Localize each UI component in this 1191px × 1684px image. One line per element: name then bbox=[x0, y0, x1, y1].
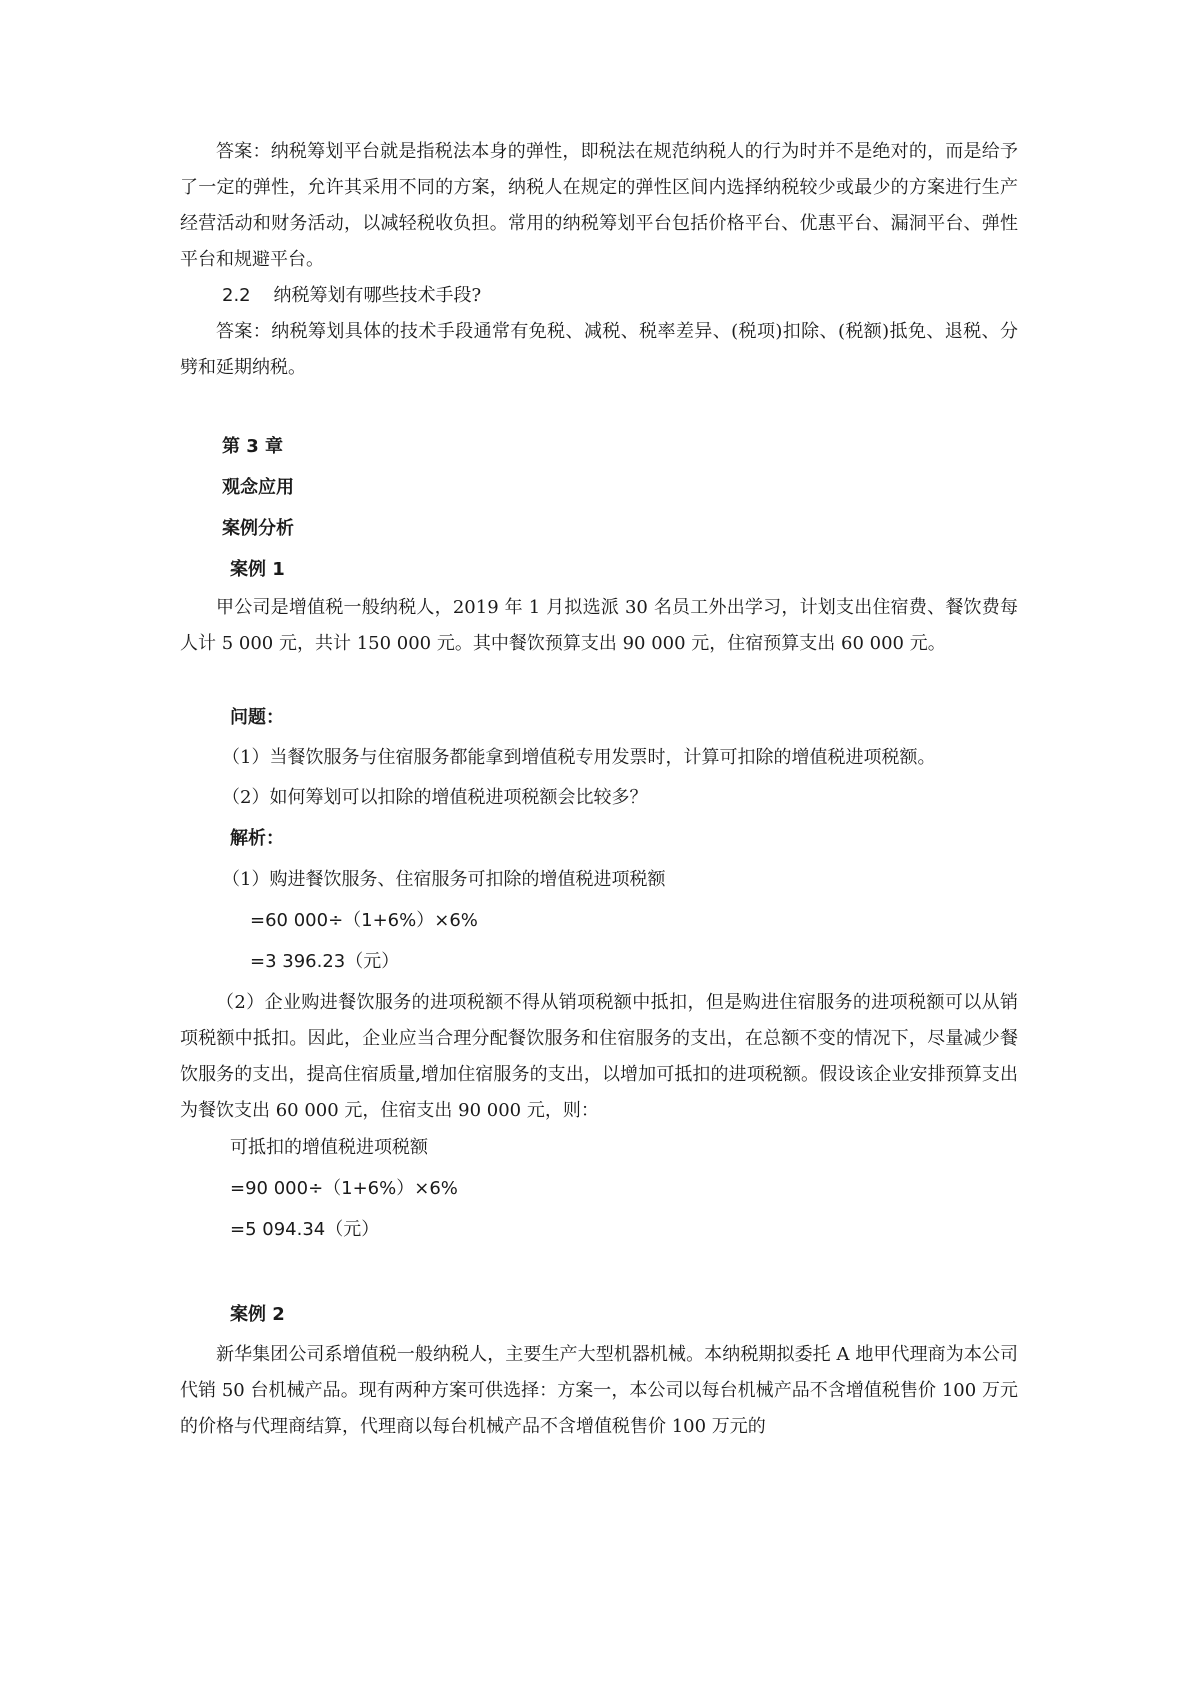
formula-1-result: =3 396.23（元） bbox=[250, 951, 400, 972]
question-text: 纳税筹划有哪些技术手段? bbox=[273, 285, 482, 306]
analysis-1: （1）购进餐饮服务、住宿服务可扣除的增值税进项税额 bbox=[222, 869, 666, 890]
chapter-title: 第 3 章 bbox=[222, 436, 284, 457]
case-1-body: 甲公司是增值税一般纳税人，2019 年 1 月拟选派 30 名员工外出学习，计划支出住宿费、餐饮费每人计 5 000 元，共计 150 000 元。其中餐饮预算支出 90 000 元，住宿预算支出 60 000 元。 bbox=[180, 597, 1018, 654]
section-heading-concept: 观念应用 bbox=[222, 477, 294, 498]
question-2: （2）如何筹划可以扣除的增值税进项税额会比较多？ bbox=[222, 787, 648, 808]
questions-label: 问题： bbox=[230, 707, 284, 728]
section-heading-cases: 案例分析 bbox=[222, 518, 294, 539]
case-2-body: 新华集团公司系增值税一般纳税人，主要生产大型机器机械。本纳税期拟委托 A 地甲代理商为本公司代销 50 台机械产品。现有两种方案可供选择：方案一，本公司以每台机械产品不含增值税售价 100 万元的价格与代理商结算，代理商以每台机械产品不含增值税售价 100 万元的 bbox=[180, 1344, 1018, 1437]
formula-1: =60 000÷（1+6%）×6% bbox=[250, 910, 478, 931]
case-2-title: 案例 2 bbox=[230, 1304, 285, 1325]
analysis-2-paragraph: （2）企业购进餐饮服务的进项税额不得从销项税额中抵扣，但是购进住宿服务的进项税额可以从销项税额中抵扣。因此，企业应当合理分配餐饮服务和住宿服务的支出，在总额不变的情况下，尽量减少餐饮服务的支出，提高住宿质量,增加住宿服务的支出，以增加可抵扣的进项税额。假设该企业安排预算支出为餐饮支出 60 000 元，住宿支出 90 000 元，则： bbox=[180, 992, 1018, 1121]
answer-2-2-paragraph: 答案：纳税筹划具体的技术手段通常有免税、减税、税率差异、(税项)扣除、(税额)抵免、退税、分劈和延期纳税。 bbox=[180, 321, 1018, 378]
formula-2-result: =5 094.34（元） bbox=[230, 1219, 380, 1240]
question-2-2 bbox=[222, 278, 481, 314]
formula-2: =90 000÷（1+6%）×6% bbox=[230, 1178, 458, 1199]
question-1: （1）当餐饮服务与住宿服务都能拿到增值税专用发票时，计算可扣除的增值税进项税额。 bbox=[222, 747, 936, 768]
analysis-label: 解析： bbox=[230, 828, 284, 849]
case-1-title: 案例 1 bbox=[230, 559, 285, 580]
answer-paragraph: 答案：纳税筹划平台就是指税法本身的弹性，即税法在规范纳税人的行为时并不是绝对的，而是给予了一定的弹性，允许其采用不同的方案，纳税人在规定的弹性区间内选择纳税较少或最少的方案进行生产经营活动和财务活动，以减轻税收负担。常用的纳税筹划平台包括价格平台、优惠平台、漏洞平台、弹性平台和规避平台。 bbox=[180, 141, 1018, 270]
deductible-label: 可抵扣的增值税进项税额 bbox=[230, 1137, 428, 1158]
question-number: 2.2 bbox=[222, 285, 251, 306]
